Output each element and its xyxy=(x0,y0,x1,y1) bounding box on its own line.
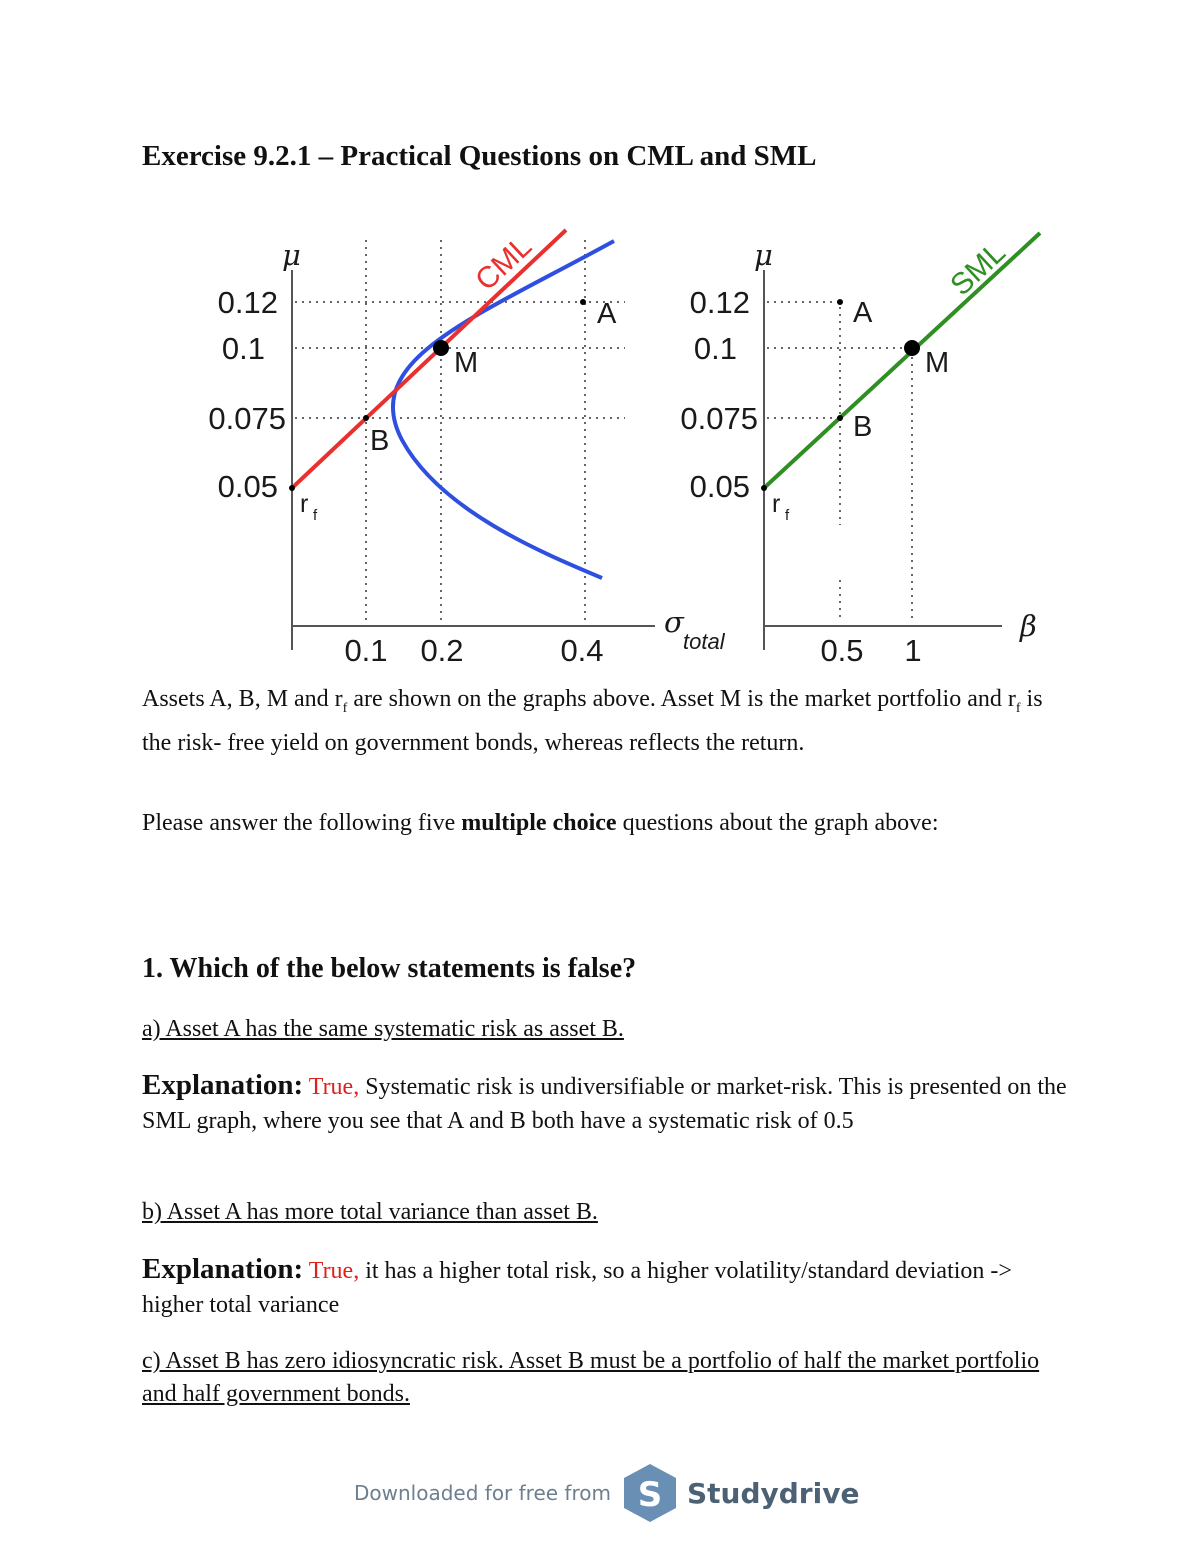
cml-y-tick: 0.12 xyxy=(217,285,278,320)
cml-x-tick: 0.1 xyxy=(344,633,388,668)
option-b: b) Asset A has more total variance than asset B. xyxy=(142,1199,598,1225)
sml-x-axis-label: β xyxy=(1020,609,1037,643)
sml-x-tick: 0.5 xyxy=(820,633,864,668)
sml-label-a: A xyxy=(853,297,873,329)
footer-brand: Studydrive xyxy=(686,1476,860,1510)
instructions-bold: multiple choice xyxy=(461,810,617,836)
sml-y-tick: 0.1 xyxy=(693,331,737,366)
cml-y-axis-label: μ xyxy=(282,238,301,272)
explanation-b xyxy=(142,1252,1072,1322)
sml-point-rf xyxy=(761,485,767,491)
intro-subscript: f xyxy=(1015,700,1021,716)
footer-downloaded-text: Downloaded for free from xyxy=(354,1481,611,1505)
sml-point-a xyxy=(837,299,843,305)
sml-line-label: SML xyxy=(944,235,1012,303)
explanation-a xyxy=(142,1068,1072,1138)
cml-y-tick: 0.05 xyxy=(217,469,278,504)
verdict-label: True, xyxy=(308,1074,360,1100)
sml-chart xyxy=(0,0,1200,700)
studydrive-logo-icon xyxy=(621,1462,679,1524)
sml-y-tick: 0.12 xyxy=(689,285,750,320)
sml-y-tick: 0.05 xyxy=(689,469,750,504)
sml-point-b xyxy=(837,415,843,421)
question-heading: 1. Which of the below statements is false? xyxy=(142,953,637,984)
intro-paragraph xyxy=(142,682,1072,760)
cml-label-m: M xyxy=(454,347,479,379)
cml-x-axis-label: σ xyxy=(664,605,684,639)
cml-x-tick: 0.4 xyxy=(560,633,604,668)
instructions-text: Please answer the following five xyxy=(142,810,462,836)
instructions-text: questions about the graph above: xyxy=(616,810,939,836)
sml-x-tick: 1 xyxy=(904,633,922,668)
explanation-lead: Explanation: xyxy=(142,1069,304,1101)
cml-x-tick: 0.2 xyxy=(420,633,464,668)
studydrive-footer[interactable] xyxy=(354,1462,859,1524)
cml-label-b: B xyxy=(370,425,390,457)
sml-guides xyxy=(767,300,912,620)
sml-point-m xyxy=(904,340,920,356)
verdict-label: True, xyxy=(308,1258,360,1284)
intro-text: Assets A, B, M and r xyxy=(142,686,343,712)
sml-label-rf-sub: f xyxy=(785,507,790,524)
sml-label-rf: r xyxy=(772,490,781,518)
option-c: c) Asset B has zero idiosyncratic risk. Asset B must be a portfolio of half the market portfolio and half government bonds. xyxy=(142,1348,1040,1407)
svg-text:S: S xyxy=(637,1475,663,1515)
explanation-text: Systematic risk is undiversifiable or market-risk. This is presented on the SML graph, where you see that A and B both have a systematic risk of 0.5 xyxy=(142,1074,1067,1134)
option-a: a) Asset A has the same systematic risk as asset B. xyxy=(142,1016,624,1042)
cml-x-axis-subscript: total xyxy=(683,629,725,654)
cml-y-tick: 0.1 xyxy=(221,331,265,366)
cml-label-rf-sub: f xyxy=(313,507,318,524)
intro-text: are shown on the graphs above. Asset M is the market portfolio and r xyxy=(347,686,1016,712)
intro-subscript: f xyxy=(342,700,348,716)
explanation-lead: Explanation: xyxy=(142,1253,304,1285)
instructions-paragraph xyxy=(142,806,1072,840)
cml-line-label: CML xyxy=(469,229,539,298)
sml-label-b: B xyxy=(853,411,873,443)
sml-label-m: M xyxy=(925,347,950,379)
cml-y-tick: 0.075 xyxy=(208,401,286,436)
sml-y-axis-label: μ xyxy=(754,238,773,272)
page-title: Exercise 9.2.1 – Practical Questions on CML and SML xyxy=(142,140,817,172)
sml-y-tick: 0.075 xyxy=(680,401,758,436)
explanation-text: it has a higher total risk, so a higher volatility/standard deviation -> higher total variance xyxy=(142,1258,1012,1318)
cml-label-rf: r xyxy=(300,490,309,518)
cml-label-a: A xyxy=(597,298,617,330)
intro-text: is the risk- free yield on government bonds, whereas reflects the return. xyxy=(142,686,1043,756)
